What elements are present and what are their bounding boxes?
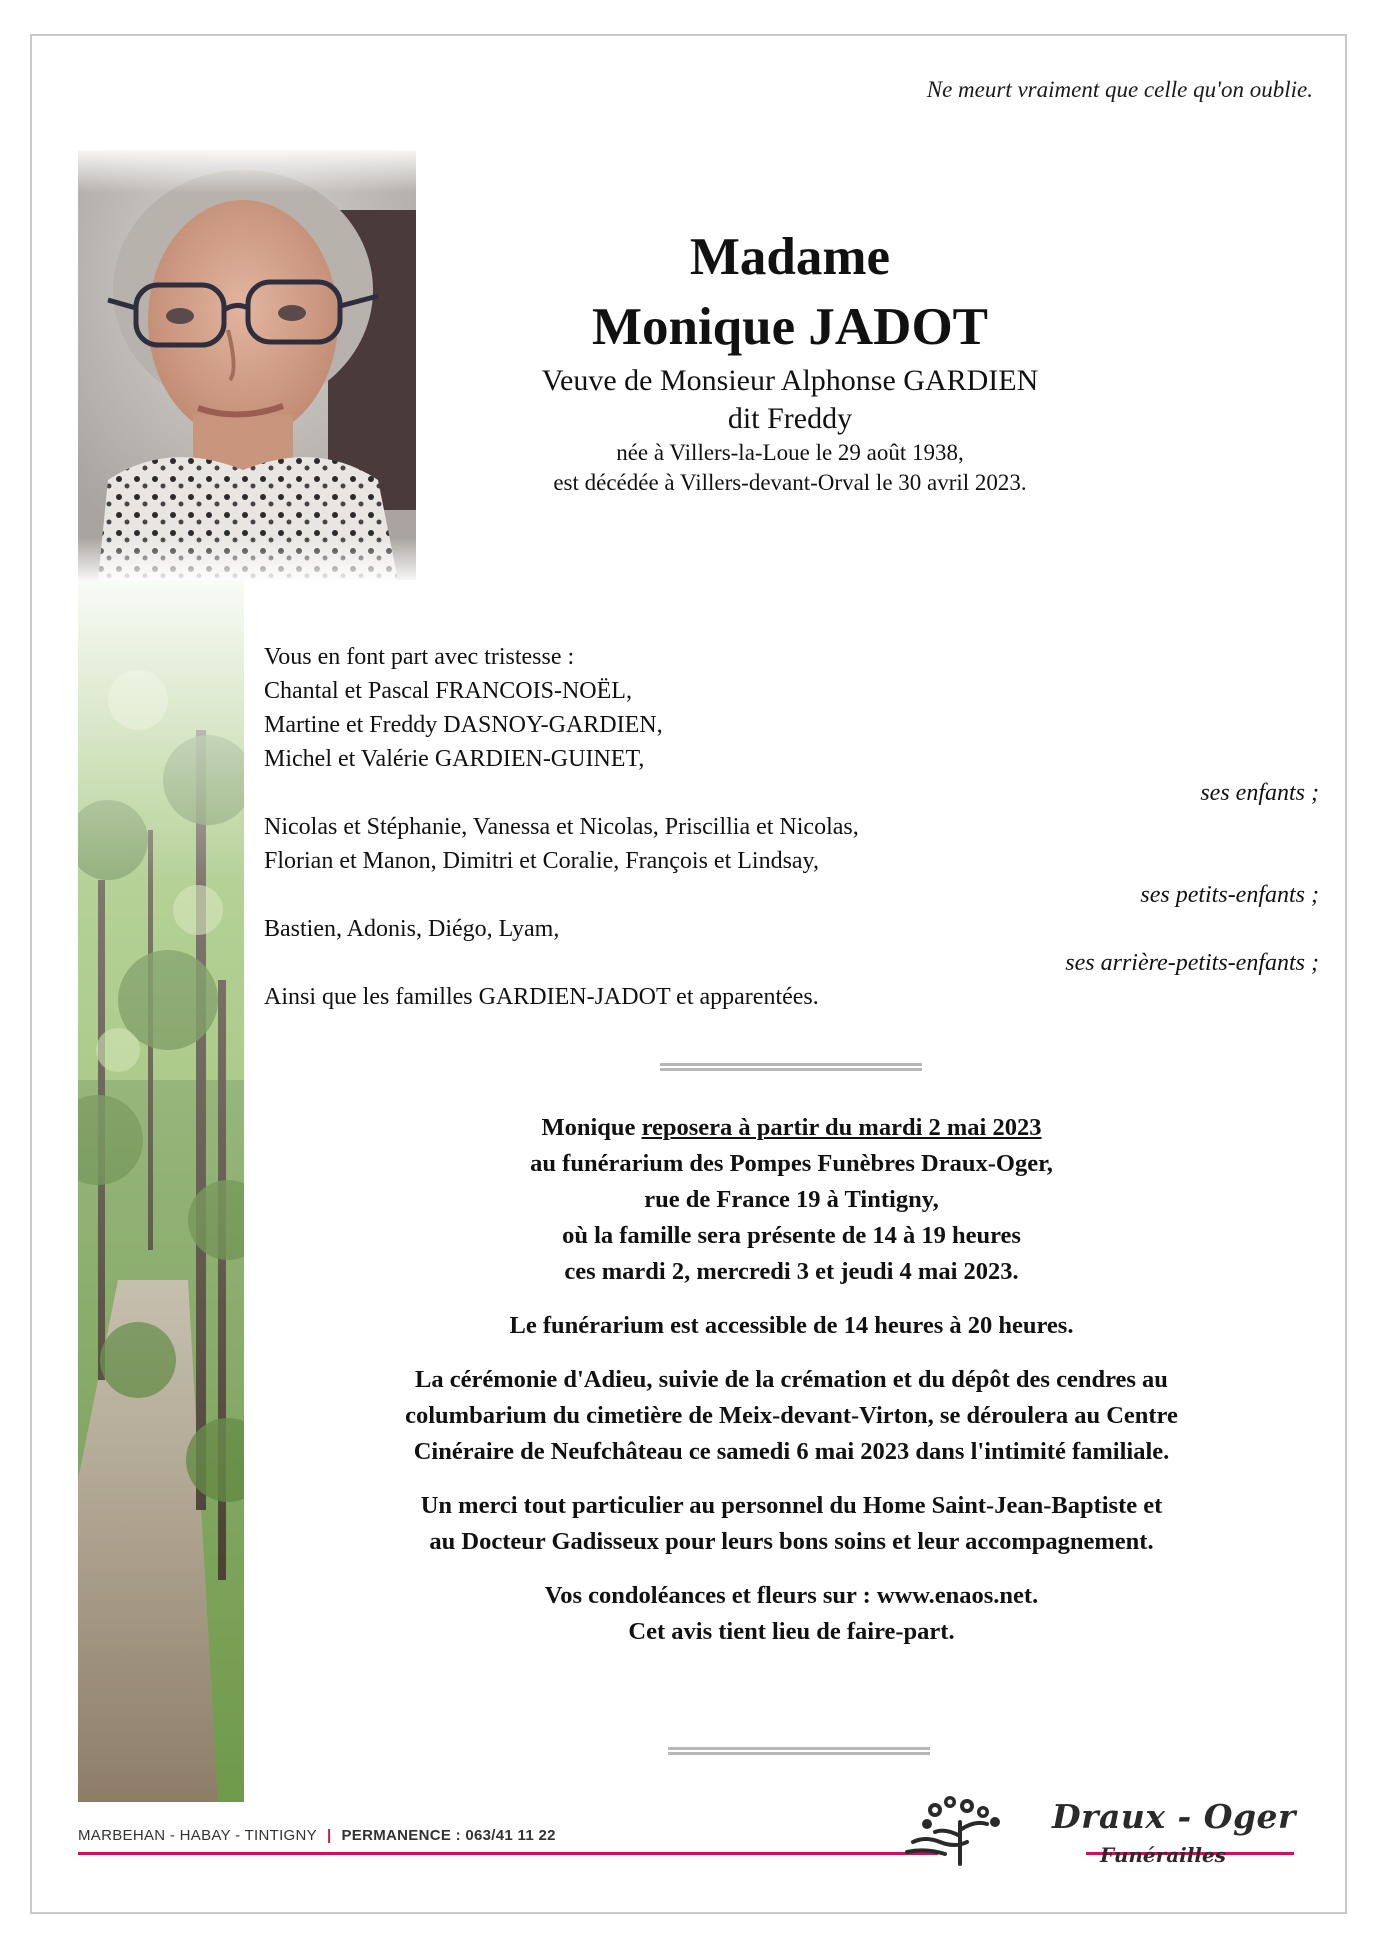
footer-contact (78, 1827, 556, 1844)
footer-accent-rule (78, 1852, 938, 1855)
family-line: Michel et Valérie GARDIEN-GUINET, (264, 746, 645, 772)
visitation-line: ces mardi 2, mercredi 3 et jeudi 4 mai 2023. (564, 1258, 1019, 1285)
nickname-line: dit Freddy (727, 402, 853, 435)
footer-locations: MARBEHAN - HABAY - TINTIGNY (78, 1827, 317, 1844)
funeral-info (264, 1110, 1319, 1650)
forest-path-image (78, 580, 244, 1802)
honorific: Madame (689, 228, 891, 286)
condolences-block (264, 1578, 1319, 1650)
epigraph-quote: Ne meurt vraiment que celle qu'on oublie. (926, 77, 1313, 102)
family-line: Chantal et Pascal FRANCOIS-NOËL, (264, 678, 632, 704)
family-announcement (264, 640, 1319, 1014)
portrait-photo (78, 150, 416, 580)
great-grandchildren-label: ses arrière-petits-enfants ; (1065, 950, 1319, 976)
thanks-line: Un merci tout particulier au personnel du Home Saint-Jean-Baptiste et (420, 1492, 1163, 1519)
footer-permanence: PERMANENCE : 063/41 11 22 (341, 1827, 556, 1844)
access-hours: Le funérarium est accessible de 14 heures à 20 heures. (509, 1312, 1074, 1339)
thanks-line: au Docteur Gadisseux pour leurs bons soins et leur accompagnement. (429, 1528, 1154, 1555)
visitation-line: au funérarium des Pompes Funèbres Draux-Oger, (530, 1150, 1053, 1177)
tree-logo-icon (905, 1792, 1015, 1866)
section-divider (660, 1063, 922, 1071)
family-line: Bastien, Adonis, Diégo, Lyam, (264, 916, 560, 942)
death-line: est décédée à Villers-devant-Orval le 30 avril 2023. (553, 470, 1027, 495)
visitation-date: reposera à partir du mardi 2 mai 2023 (641, 1114, 1042, 1141)
visitation-first-line: Monique reposera à partir du mardi 2 mai 2023 (541, 1114, 1042, 1141)
brand-subtitle: Funérailles (1100, 1843, 1226, 1867)
notice-line: Cet avis tient lieu de faire-part. (628, 1618, 955, 1645)
widow-line: Veuve de Monsieur Alphonse GARDIEN (541, 364, 1039, 397)
visitation-block (264, 1110, 1319, 1290)
family-intro: Vous en font part avec tristesse : (264, 644, 575, 670)
footer-separator: | (326, 1827, 332, 1844)
brand-name: Draux - Oger (1052, 1797, 1296, 1836)
birth-line: née à Villers-la-Loue le 29 août 1938, (616, 440, 964, 465)
deceased-name: Monique JADOT (591, 298, 989, 356)
family-line: Nicolas et Stéphanie, Vanessa et Nicolas, Priscillia et Nicolas, (264, 814, 859, 840)
ceremony-line: La cérémonie d'Adieu, suivie de la crémation et du dépôt des cendres au (415, 1366, 1168, 1393)
family-closing: Ainsi que les familles GARDIEN-JADOT et apparentées. (264, 984, 819, 1010)
ceremony-line: Cinéraire de Neufchâteau ce samedi 6 mai 2023 dans l'intimité familiale. (413, 1438, 1170, 1465)
ceremony-block (264, 1362, 1319, 1470)
thanks-block (264, 1488, 1319, 1560)
section-divider (668, 1747, 930, 1755)
deceased-header (540, 222, 1040, 498)
children-label: ses enfants ; (1200, 780, 1319, 806)
family-line: Florian et Manon, Dimitri et Coralie, François et Lindsay, (264, 848, 819, 874)
grandchildren-label: ses petits-enfants ; (1140, 882, 1319, 908)
visitation-line: où la famille sera présente de 14 à 19 heures (562, 1222, 1021, 1249)
condolences-line: Vos condoléances et fleurs sur : www.enaos.net. (544, 1582, 1039, 1609)
visitation-line: rue de France 19 à Tintigny, (644, 1186, 939, 1213)
ceremony-line: columbarium du cimetière de Meix-devant-Virton, se déroulera au Centre (405, 1402, 1178, 1429)
family-line: Martine et Freddy DASNOY-GARDIEN, (264, 712, 663, 738)
